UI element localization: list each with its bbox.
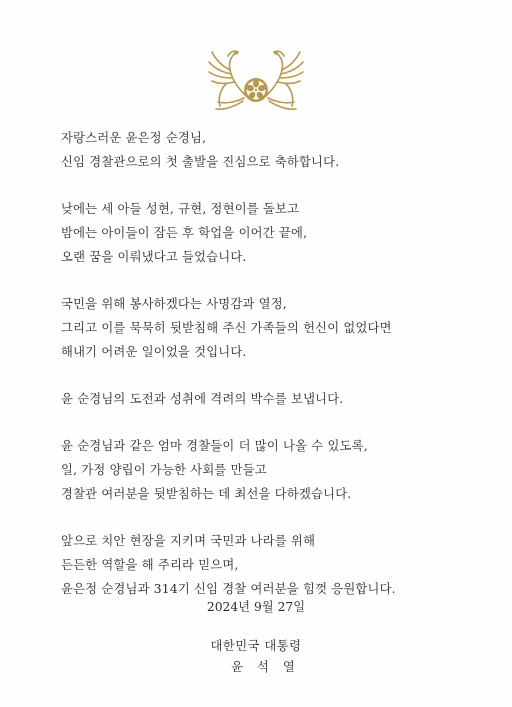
phoenix-seal-emblem	[206, 44, 306, 112]
text-line: 윤은정 순경님과 314기 신임 경찰 여러분을 힘껏 응원합니다.	[61, 582, 396, 596]
text-line: 경찰관 여러분을 뒷받침하는 데 최선을 다하겠습니다.	[61, 487, 352, 501]
text-line: 오랜 꿈을 이뤄냈다고 들었습니다.	[61, 250, 247, 264]
text-line: 윤 순경님의 도전과 성취에 격려의 박수를 보냅니다.	[61, 392, 344, 406]
text-line: 그리고 이를 묵묵히 뒷받침해 주신 가족들의 헌신이 없었다면	[61, 321, 392, 335]
text-line: 국민을 위해 봉사하겠다는 사명감과 열정,	[61, 297, 287, 311]
text-line: 신임 경찰관으로의 첫 출발을 진심으로 축하합니다.	[61, 155, 340, 169]
paragraph-commitment	[61, 434, 501, 506]
sender-title: 대한민국 대통령	[210, 639, 302, 653]
paragraph-applause	[61, 387, 501, 411]
text-line: 밤에는 아이들이 잠든 후 학업을 이어간 끝에,	[61, 226, 308, 240]
letter-date: 2024년 9월 27일	[206, 600, 306, 614]
sender-name: 윤석열	[231, 660, 309, 674]
text-line: 앞으로 치안 현장을 지키며 국민과 나라를 위해	[61, 534, 316, 548]
text-line: 낮에는 세 아들 성현, 규현, 정현이를 돌보고	[61, 202, 300, 216]
letter-body	[61, 126, 501, 624]
text-line: 든든한 역할을 해 주리라 믿으며,	[61, 558, 239, 572]
text-line: 해내기 어려운 일이었을 것입니다.	[61, 345, 247, 359]
paragraph-story	[61, 197, 501, 269]
text-line: 윤 순경님과 같은 엄마 경찰들이 더 많이 나올 수 있도록,	[61, 439, 368, 453]
paragraph-closing	[61, 529, 501, 601]
text-line: 자랑스러운 윤은정 순경님,	[61, 131, 207, 145]
text-line: 일, 가정 양립이 가능한 사회를 만들고	[61, 463, 267, 477]
paragraph-dedication	[61, 292, 501, 364]
paragraph-greeting	[61, 126, 501, 174]
